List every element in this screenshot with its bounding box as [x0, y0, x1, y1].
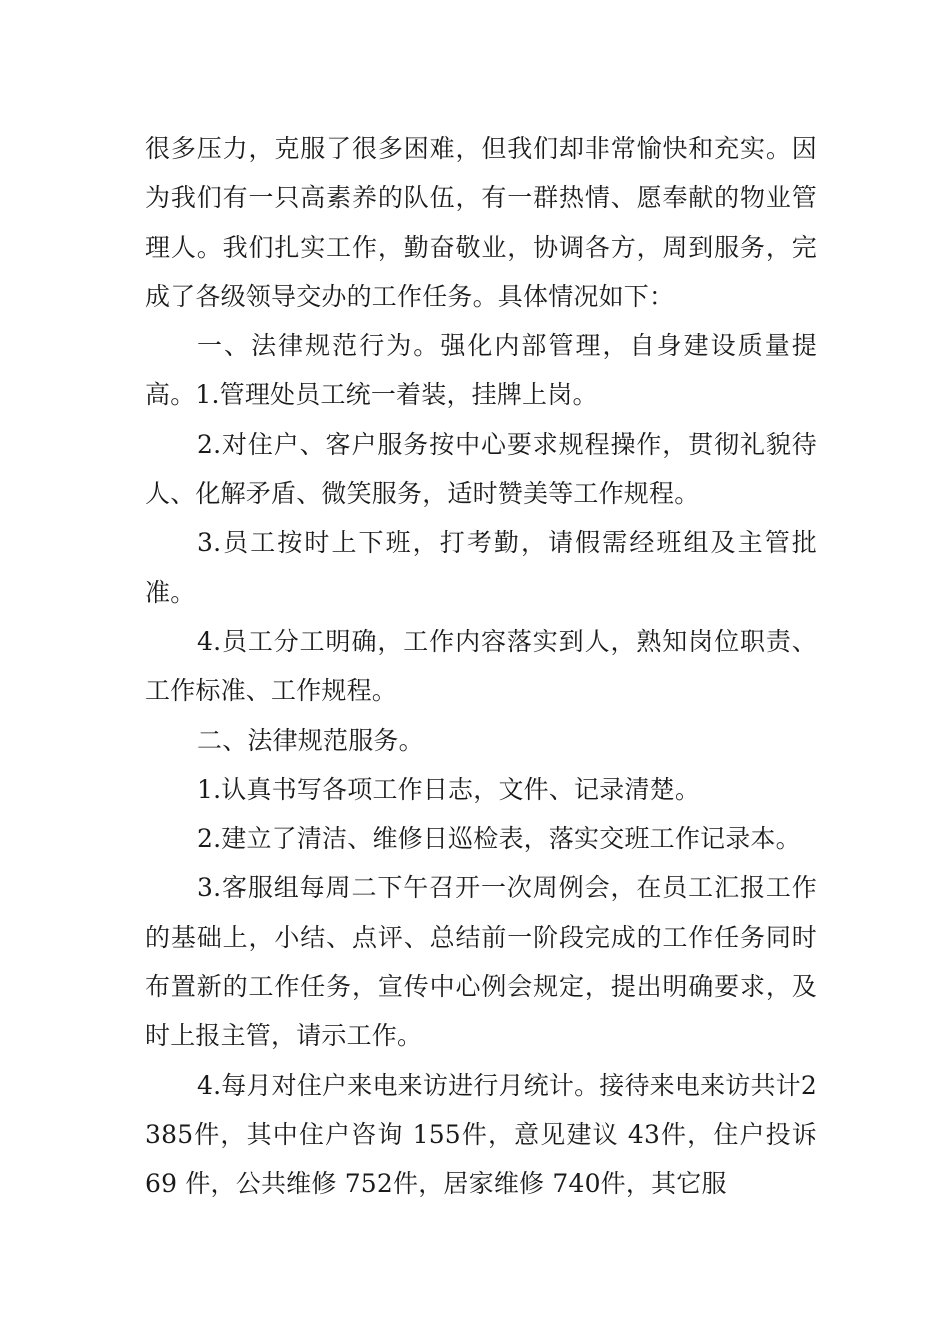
paragraph-section-two: 二、法律规范服务。: [197, 725, 424, 755]
document-body: [145, 124, 817, 1209]
paragraph-item: 3.员工按时上下班，打考勤，请假需经班组及主管批准。: [145, 528, 817, 607]
paragraph-intro: 很多压力，克服了很多困难，但我们却非常愉快和充实。因为我们有一只高素养的队伍，有一群热情、愿奉献的物业管理人。我们扎实工作，勤奋敬业，协调各方，周到服务，完成了各级领导交办的工作任务。具体情况如下：: [145, 134, 817, 311]
paragraph-item: 2.对住户、客户服务按中心要求规程操作，贯彻礼貌待人、化解矛盾、微笑服务，适时赞美等工作规程。: [145, 429, 817, 509]
paragraph-section-one: 一、法律规范行为。强化内部管理，自身建设质量提高。1.管理处员工统一着装，挂牌上岗。: [145, 331, 817, 410]
paragraph-item: 3.客服组每周二下午召开一次周例会，在员工汇报工作的基础上，小结、点评、总结前一阶段完成的工作任务同时布置新的工作任务，宣传中心例会规定，提出明确要求，及时上报主管，请示工作。: [145, 873, 817, 1051]
paragraph-item: 2.建立了清洁、维修日巡检表，落实交班工作记录本。: [197, 824, 801, 854]
paragraph-item: 4.员工分工明确，工作内容落实到人，熟知岗位职责、工作标准、工作规程。: [145, 626, 817, 706]
paragraph-item: 1.认真书写各项工作日志，文件、记录清楚。: [197, 774, 701, 804]
paragraph-item: 4.每月对住户来电来访进行月统计。接待来电来访共计2385件，其中住户咨询 155件，意见建议 43件，住户投诉 69 件，公共维修 752件，居家维修 740件，其它服: [145, 1070, 817, 1199]
